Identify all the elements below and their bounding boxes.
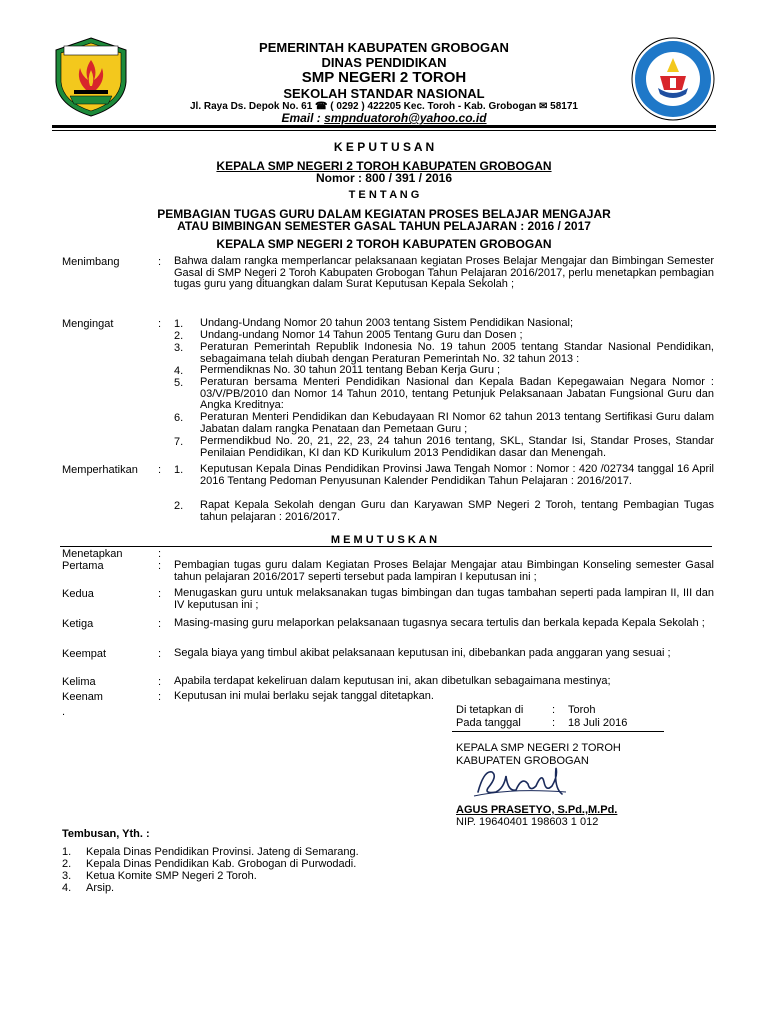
- decree-authority-2: KEPALA SMP NEGERI 2 TOROH KABUPATEN GROBOGAN: [216, 237, 552, 251]
- keenam-text: Keputusan ini mulai berlaku sejak tanggal ditetapkan.: [174, 690, 434, 702]
- kedua-label: Kedua: [62, 588, 94, 600]
- email-address: smpnduatoroh@yahoo.co.id: [324, 111, 487, 125]
- keempat-colon: :: [158, 648, 162, 660]
- tembusan-item-4: Arsip.: [86, 882, 115, 894]
- menimbang-label: Menimbang: [62, 256, 120, 268]
- mengingat-item-3-num: 3.: [174, 342, 184, 354]
- tembusan-title: Tembusan, Yth. :: [62, 828, 150, 840]
- ketiga-label: Ketiga: [62, 618, 94, 630]
- decree-subject-line2: ATAU BIMBINGAN SEMESTER GASAL TAHUN PELAJARAN : 2016 / 2017: [177, 219, 591, 233]
- trailing-dot: .: [62, 706, 66, 718]
- decree-subject-line1: PEMBAGIAN TUGAS GURU DALAM KEGIATAN PROSES BELAJAR MENGAJAR: [157, 207, 611, 221]
- pertama-text: Pembagian tugas guru dalam Kegiatan Proses Belajar Mengajar atau Bimbingan Konseling semester Gasal tahun pelajaran 2016/2017 seperti tersebut pada lampiran I keputusan ini ;: [174, 559, 714, 583]
- menimbang-colon: :: [158, 256, 162, 268]
- letterhead-address: Jl. Raya Ds. Depok No. 61 ☎ ( 0292 ) 422205 Kec. Toroh - Kab. Grobogan ✉ 58171: [189, 101, 578, 112]
- menetapkan-colon: :: [158, 548, 162, 560]
- mengingat-item-1-num: 1.: [174, 318, 184, 330]
- signature-date-colon: :: [552, 717, 556, 729]
- mengingat-label: Mengingat: [62, 318, 114, 330]
- mengingat-item-2-num: 2.: [174, 330, 184, 342]
- letterhead-email-line: [0, 111, 768, 125]
- pertama-colon: :: [158, 560, 162, 572]
- kelima-colon: :: [158, 676, 162, 688]
- letterhead-rule-thin: [52, 130, 716, 131]
- signature-date-rule: [452, 731, 664, 732]
- letterhead-subtitle: SEKOLAH STANDAR NASIONAL: [283, 86, 485, 101]
- signature-date-label: Pada tanggal: [456, 717, 521, 729]
- ketiga-colon: :: [158, 618, 162, 630]
- letterhead-office: DINAS PENDIDIKAN: [321, 55, 447, 70]
- decree-number: Nomor : 800 / 391 / 2016: [315, 171, 453, 185]
- tembusan-item-2-num: 2.: [62, 858, 72, 870]
- memutuskan-heading: M E M U T U S K A N: [330, 534, 438, 546]
- letterhead-rule-thick: [52, 125, 716, 128]
- mengingat-item-1: Undang-Undang Nomor 20 tahun 2003 tentang Sistem Pendidikan Nasional;: [200, 317, 574, 329]
- kedua-text: Menugaskan guru untuk melaksanakan tugas bimbingan dan tugas tambahan seperti pada lampiran II, III dan IV keputusan ini ;: [174, 587, 714, 611]
- decree-tentang: T E N T A N G: [348, 189, 420, 201]
- tembusan-item-4-num: 4.: [62, 882, 72, 894]
- signature-place-colon: :: [552, 704, 556, 716]
- memperhatikan-item-1-num: 1.: [174, 464, 184, 476]
- mengingat-item-6: Peraturan Menteri Pendidikan dan Kebudayaan RI Nomor 62 tahun 2013 tentang Sertifikasi Guru dalam Jabatan dalam rangka Penataan dan Pemetaan Guru ;: [200, 411, 714, 435]
- keenam-label: Keenam: [62, 691, 103, 703]
- menimbang-text: Bahwa dalam rangka memperlancar pelaksanaan kegiatan Proses Belajar Mengajar dan Bimbingan Semester Gasal di SMP Negeri 2 Toroh Kabupaten Grobogan Tahun Pelajaran 2016/2017, perlu menetapkan pembagian tugas guru yang dituangkan dalam Surat Keputusan Kepala Sekolah ;: [174, 255, 714, 291]
- signature-title-1: KEPALA SMP NEGERI 2 TOROH: [456, 742, 621, 754]
- decree-heading: K E P U T U S A N: [333, 140, 435, 154]
- signature-title-2: KABUPATEN GROBOGAN: [456, 755, 589, 767]
- signature-name: AGUS PRASETYO, S.Pd.,M.Pd.: [456, 804, 618, 816]
- memperhatikan-item-2: Rapat Kepala Sekolah dengan Guru dan Karyawan SMP Negeri 2 Toroh, tentang Pembagian Tugas tahun pelajaran : 2016/2017.: [200, 499, 714, 523]
- tembusan-item-2: Kepala Dinas Pendidikan Kab. Grobogan di Purwodadi.: [86, 858, 357, 870]
- menetapkan-label: Menetapkan: [62, 548, 123, 560]
- letterhead-school-name: SMP NEGERI 2 TOROH: [301, 69, 467, 86]
- memperhatikan-label: Memperhatikan: [62, 464, 138, 476]
- mengingat-item-5: Peraturan bersama Menteri Pendidikan Nasional dan Kepala Badan Kepegawaian Negara Nomor : 03/V/PB/2010 dan Nomor 14 Tahun 2010, tentang Petunjuk Pelaksanaan Jabatan Fungsional Guru dan Angka Kreditnya:: [200, 376, 714, 412]
- email-label: Email :: [281, 111, 321, 125]
- mengingat-item-4-num: 4.: [174, 365, 184, 377]
- signature-place-label: Di tetapkan di: [456, 704, 524, 716]
- tembusan-item-1-num: 1.: [62, 846, 72, 858]
- mengingat-item-7: Permendikbud No. 20, 21, 22, 23, 24 tahun 2016 tentang, SKL, Standar Isi, Standar Proses, Standar Penilaian Pendidikan, KI dan KD Kurikulum 2013 Pendidikan dasar dan Menengah.: [200, 435, 714, 459]
- memperhatikan-colon: :: [158, 464, 162, 476]
- kelima-label: Kelima: [62, 676, 96, 688]
- tembusan-item-3: Ketua Komite SMP Negeri 2 Toroh.: [86, 870, 257, 882]
- mengingat-item-7-num: 7.: [174, 436, 184, 448]
- mengingat-colon: :: [158, 318, 162, 330]
- tembusan-item-1: Kepala Dinas Pendidikan Provinsi. Jateng di Semarang.: [86, 846, 359, 858]
- memutuskan-rule: [60, 546, 712, 547]
- keenam-colon: :: [158, 691, 162, 703]
- mengingat-item-6-num: 6.: [174, 412, 184, 424]
- mengingat-item-5-num: 5.: [174, 377, 184, 389]
- letterhead-government: PEMERINTAH KABUPATEN GROBOGAN: [259, 40, 509, 55]
- keempat-label: Keempat: [62, 648, 107, 660]
- signature-nip: NIP. 19640401 198603 1 012: [456, 816, 599, 828]
- handwritten-signature: [470, 762, 570, 802]
- signature-place: Toroh: [568, 704, 596, 716]
- decree-authority: KEPALA SMP NEGERI 2 TOROH KABUPATEN GROBOGAN: [216, 159, 552, 173]
- kedua-colon: :: [158, 588, 162, 600]
- kelima-text: Apabila terdapat kekeliruan dalam keputusan ini, akan dibetulkan sebagaimana mestinya;: [174, 675, 611, 687]
- pertama-label: Pertama: [62, 560, 104, 572]
- memperhatikan-item-2-num: 2.: [174, 500, 184, 512]
- mengingat-item-3: Peraturan Pemerintah Republik Indonesia No. 19 tahun 2005 tentang Standar Nasional Pendidikan, sebagaimana telah diubah dengan Peraturan Pemerintah No. 32 tahun 2013 :: [200, 341, 714, 365]
- ketiga-text: Masing-masing guru melaporkan pelaksanaan tugasnya secara tertulis dan berkala kepada Kepala Sekolah ;: [174, 617, 705, 629]
- mengingat-item-2: Undang-undang Nomor 14 Tahun 2005 Tentang Guru dan Dosen ;: [200, 329, 523, 341]
- keempat-text: Segala biaya yang timbul akibat pelaksanaan keputusan ini, dibebankan pada anggaran yang sesuai ;: [174, 647, 671, 659]
- signature-date: 18 Juli 2016: [568, 717, 628, 729]
- memperhatikan-item-1: Keputusan Kepala Dinas Pendidikan Provinsi Jawa Tengah Nomor : Nomor : 420 /02734 tanggal 16 April 2016 Tentang Pedoman Penyusunan Kalender Pendidikan Tahun Pelajaran : 2016/2017.: [200, 463, 714, 487]
- tembusan-item-3-num: 3.: [62, 870, 72, 882]
- mengingat-item-4: Permendiknas No. 30 tahun 2011 tentang Beban Kerja Guru ;: [200, 364, 501, 376]
